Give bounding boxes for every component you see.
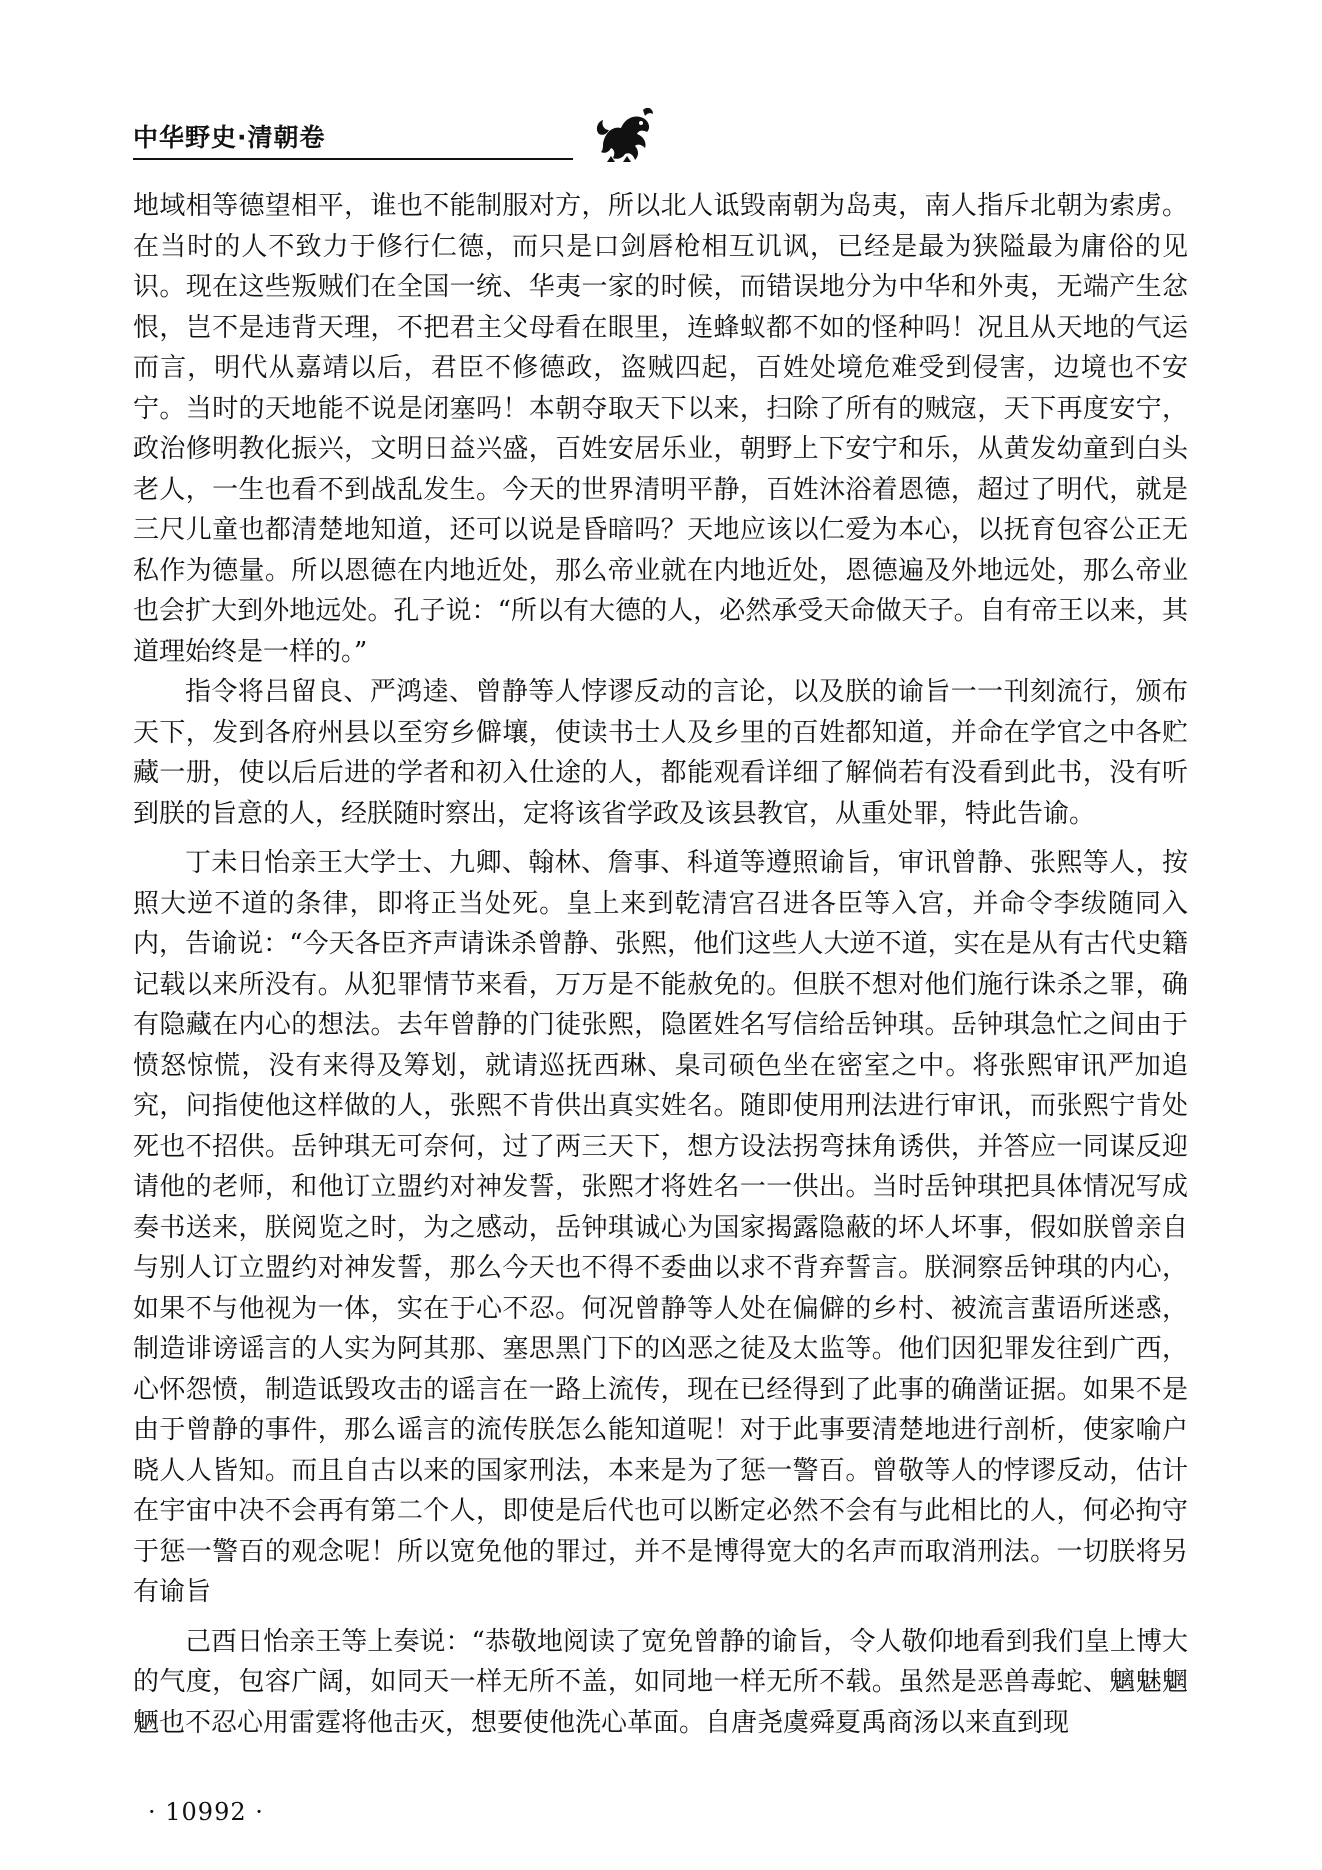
paragraph-continuation: 地域相等德望相平，谁也不能制服对方，所以北人诋毁南朝为岛夷，南人指斥北朝为索虏。在当时的人不致力于修行仁德，而只是口剑唇枪相互讥讽，已经是最为狭隘最为庸俗的见识。现在这些叛贼们在全国一统、华夷一家的时候，而错误地分为中华和外夷，无端产生忿恨，岂不是违背天理，不把君主父母看在眼里，连蜂蚁都不如的怪种吗！况且从天地的气运而言，明代从嘉靖以后，君臣不修德政，盗贼四起，百姓处境危难受到侵害，边境也不安宁。当时的天地能不说是闭塞吗！本朝夺取天下以来，扫除了所有的贼寇，天下再度安宁，政治修明教化振兴，文明日益兴盛，百姓安居乐业，朝野上下安宁和乐，从黄发幼童到白头老人，一生也看不到战乱发生。今天的世界清明平静，百姓沐浴着恩德，超过了明代，就是三尺儿童也都清楚地知道，还可以说是昏暗吗？天地应该以仁爱为本心，以抚育包容公正无私作为德量。所以恩德在内地近处，那么帝业就在内地近处，恩德遍及外地远处，那么帝业也会扩大到外地远处。孔子说：“所以有大德的人，必然承受天命做天子。自有帝王以来，其道理始终是一样的。”: [133, 191, 1188, 667]
dragon-emblem-icon: [593, 104, 657, 164]
book-title: 中华野史·清朝卷: [133, 123, 326, 152]
page-header: [133, 100, 1188, 162]
body-text: [133, 186, 1188, 1743]
header-rule: [133, 158, 573, 160]
paragraph-dingwei: 丁未日怡亲王大学士、九卿、翰林、詹事、科道等遵照谕旨，审讯曾静、张熙等人，按照大逆不道的条律，即将正当处死。皇上来到乾清宫召进各臣等入宫，并命令李绂随同入内，告谕说：“今天各臣齐声请诛杀曾静、张熙，他们这些人大逆不道，实在是从有古代史籍记载以来所没有。从犯罪情节来看，万万是不能赦免的。但朕不想对他们施行诛杀之罪，确有隐藏在内心的想法。去年曾静的门徒张熙，隐匿姓名写信给岳钟琪。岳钟琪急忙之间由于愤怒惊慌，没有来得及筹划，就请巡抚西琳、臬司硕色坐在密室之中。将张熙审讯严加追究，问指使他这样做的人，张熙不肯供出真实姓名。随即使用刑法进行审讯，而张熙宁肯处死也不招供。岳钟琪无可奈何，过了两三天下，想方设法拐弯抹角诱供，并答应一同谋反迎请他的老师，和他订立盟约对神发誓，张熙才将姓名一一供出。当时岳钟琪把具体情况写成奏书送来，朕阅览之时，为之感动，岳钟琪诚心为国家揭露隐蔽的坏人坏事，假如朕曾亲自与别人订立盟约对神发誓，那么今天也不得不委曲以求不背弃誓言。朕洞察岳钟琪的内心，如果不与他视为一体，实在于心不忍。何况曾静等人处在偏僻的乡村、被流言蜚语所迷惑，制造诽谤谣言的人实为阿其那、塞思黑门下的凶恶之徒及太监等。他们因犯罪发往到广西，心怀怨愤，制造诋毁攻击的谣言在一路上流传，现在已经得到了此事的确凿证据。如果不是由于曾静的事件，那么谣言的流传朕怎么能知道呢！对于此事要清楚地进行剖析，使家喻户晓人人皆知。而且自古以来的国家刑法，本来是为了惩一警百。曾敬等人的悖谬反动，估计在宇宙中决不会再有第二个人，即使是后代也可以断定必然不会有与此相比的人，何必拘守于惩一警百的观念呢！所以宽免他的罪过，并不是博得宽大的名声而取消刑法。一切朕将另有谕旨: [133, 848, 1188, 1607]
paragraph-edict: 指令将吕留良、严鸿逵、曾静等人悖谬反动的言论，以及朕的谕旨一一刊刻流行，颁布天下，发到各府州县以至穷乡僻壤，使读书士人及乡里的百姓都知道，并命在学官之中各贮藏一册，使以后后进的学者和初入仕途的人，都能观看详细了解倘若有没看到此书，没有听到朕的旨意的人，经朕随时察出，定将该省学政及该县教官，从重处罪，特此告谕。: [133, 677, 1188, 829]
paragraph-jiyou: 己酉日怡亲王等上奏说：“恭敬地阅读了宽免曾静的谕旨，令人敬仰地看到我们皇上博大的气度，包容广阔，如同天一样无所不盖，如同地一样无所不载。虽然是恶兽毒蛇、魑魅魍魉也不忍心用雷霆将他击灭，想要使他洗心革面。自唐尧虞舜夏禹商汤以来直到现: [133, 1626, 1188, 1738]
page-number: · 10992 ·: [148, 1798, 264, 1826]
